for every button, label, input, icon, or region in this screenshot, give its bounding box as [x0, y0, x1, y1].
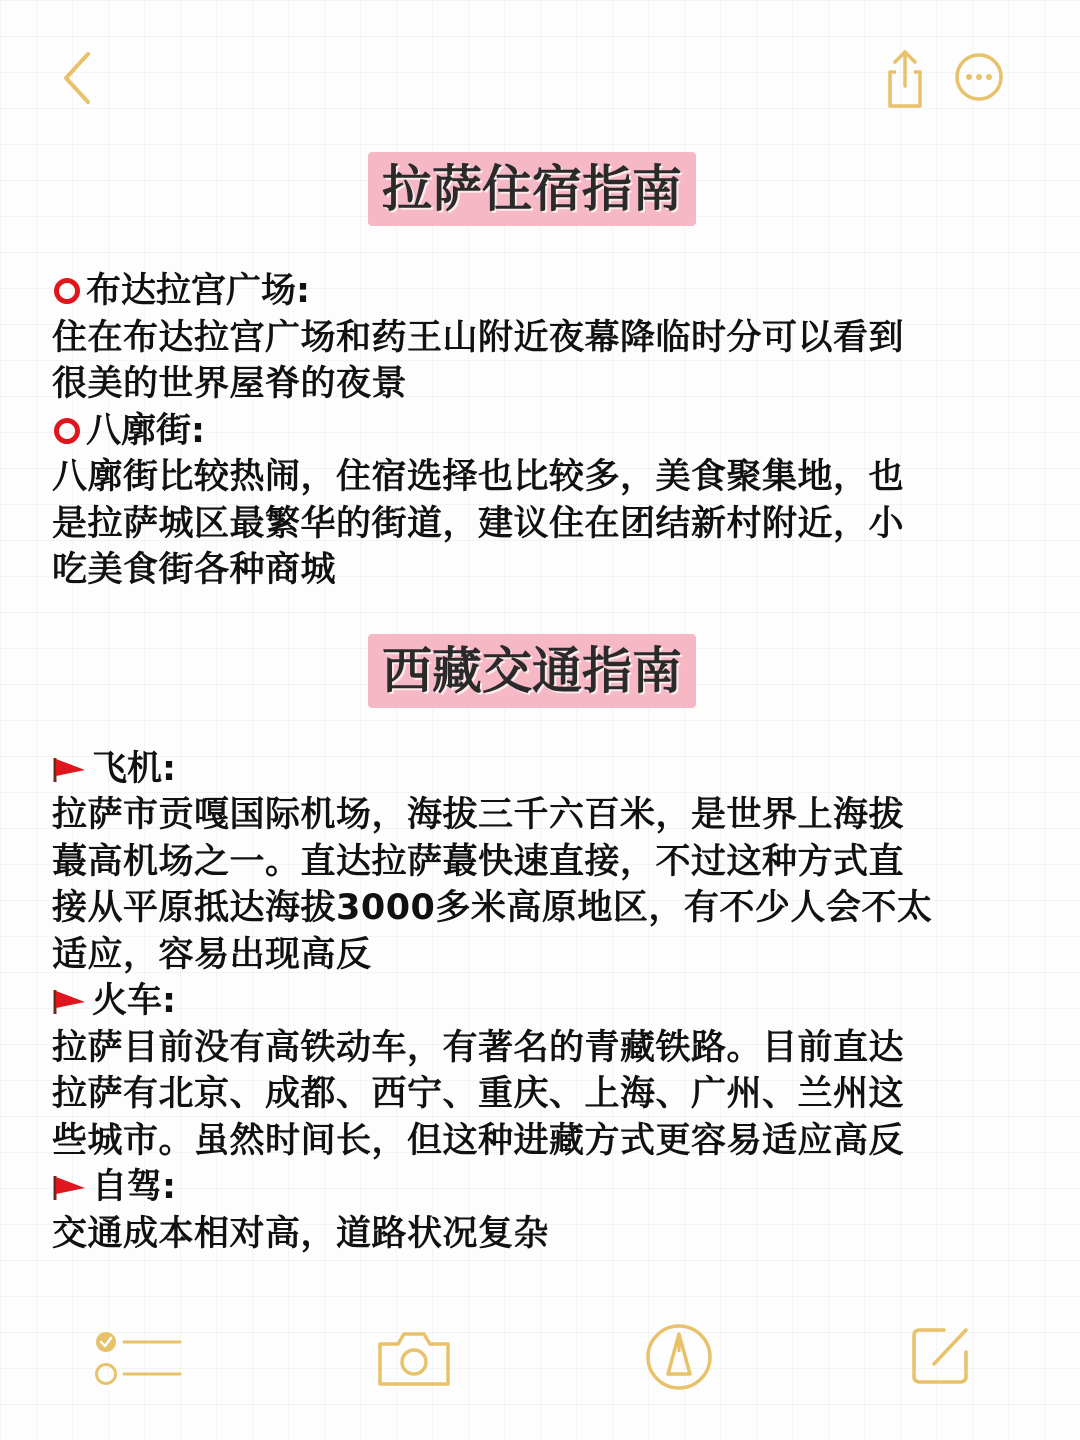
list-item	[52, 978, 1012, 1164]
heading-text: 飞机:	[92, 748, 176, 789]
body-line: 拉萨市贡嘎国际机场，海拔三千六百米，是世界上海拔	[52, 795, 905, 835]
red-flag-icon	[52, 986, 88, 1016]
item-heading	[52, 746, 1012, 793]
list-item	[52, 408, 1012, 594]
section-title-wrapper	[52, 152, 1012, 226]
body-line: 交通成本相对高，道路状况复杂	[52, 1213, 550, 1254]
list-item	[52, 1164, 1012, 1257]
heading-text: 布达拉宫广场:	[86, 271, 310, 311]
item-body	[52, 1025, 1012, 1165]
note-content[interactable]	[52, 140, 1012, 1257]
body-line: 拉萨目前没有高铁动车，有著名的青藏铁路。目前直达	[52, 1027, 905, 1068]
compose-icon[interactable]	[910, 1324, 972, 1386]
red-flag-icon	[52, 1172, 88, 1202]
share-icon[interactable]	[880, 46, 930, 110]
section-title-lodging: 拉萨住宿指南	[368, 152, 696, 226]
body-line: 住在布达拉宫广场和药王山附近夜幕降临时分可以看到	[52, 317, 905, 358]
body-line: 很美的世界屋脊的夜景	[52, 364, 408, 404]
body-line: 吃美食街各种商城	[52, 550, 337, 590]
markup-pen-icon[interactable]	[644, 1322, 714, 1392]
checklist-icon[interactable]	[92, 1326, 184, 1390]
top-toolbar	[0, 40, 1080, 120]
body-line: 些城市。虽然时间长，但这种进藏方式更容易适应高反	[52, 1120, 905, 1161]
body-line: 适应，容易出现高反	[52, 934, 372, 975]
item-heading	[52, 1164, 1012, 1211]
red-ring-icon	[54, 418, 80, 444]
heading-text: 火车:	[92, 981, 176, 1021]
list-item	[52, 746, 1012, 979]
more-icon[interactable]	[952, 50, 1006, 104]
red-flag-icon	[52, 754, 88, 784]
body-line: 接从平原抵达海拔3000多米高原地区，有不少人会不太	[52, 888, 933, 928]
body-line: 八廓街比较热闹，住宿选择也比较多，美食聚集地，也	[52, 457, 905, 497]
item-body	[52, 792, 1012, 978]
item-heading	[52, 978, 1012, 1025]
list-item	[52, 268, 1012, 408]
body-line: 是拉萨城区最繁华的街道，建议住在团结新村附近，小	[52, 503, 905, 544]
camera-icon[interactable]	[374, 1326, 454, 1390]
section-title-transport: 西藏交通指南	[368, 634, 696, 708]
item-heading	[52, 268, 1012, 315]
chevron-left-icon[interactable]	[52, 46, 102, 110]
item-body	[52, 1211, 1012, 1258]
item-body	[52, 454, 1012, 594]
item-heading	[52, 408, 1012, 455]
heading-text: 八廓街:	[86, 410, 205, 451]
body-line: 拉萨有北京、成都、西宁、重庆、上海、广州、兰州这	[52, 1074, 905, 1114]
heading-text: 自驾:	[92, 1167, 176, 1207]
red-ring-icon	[54, 278, 80, 304]
item-body	[52, 315, 1012, 408]
body-line: 蕞高机场之一。直达拉萨蕞快速直接，不过这种方式直	[52, 841, 905, 882]
section-title-wrapper	[52, 634, 1012, 708]
bottom-toolbar	[0, 1318, 1080, 1398]
